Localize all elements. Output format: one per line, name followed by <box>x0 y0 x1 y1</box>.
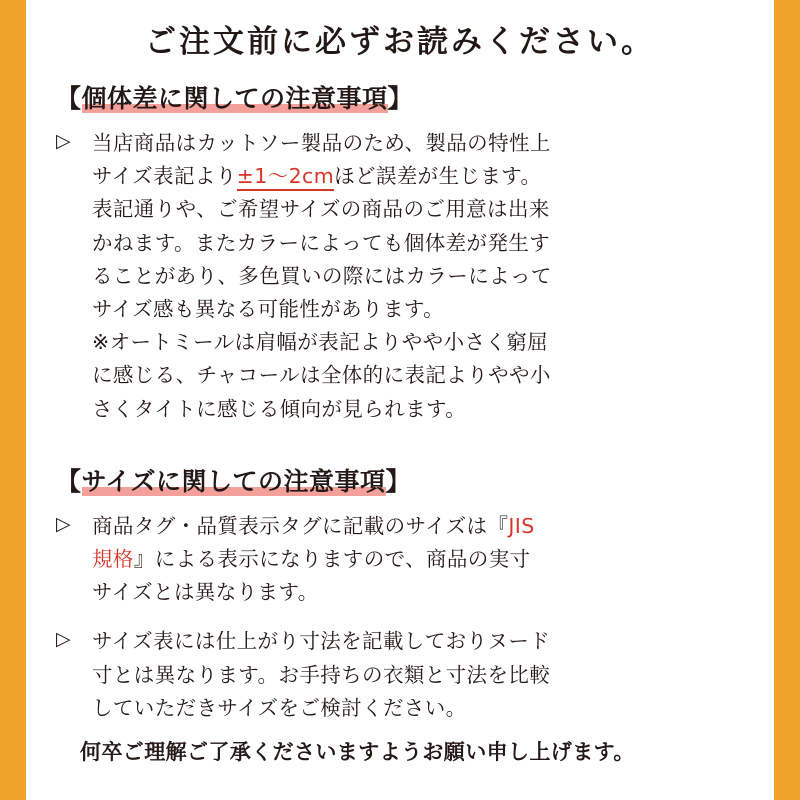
text-line: に感じる、チャコールは全体的に表記よりやや小 <box>92 363 551 388</box>
bullet-spacer <box>56 615 744 625</box>
section-heading-individual-differences <box>56 71 413 127</box>
text-line: 当店商品はカットソー製品のため、製品の特性上 <box>92 131 551 155</box>
page-title: ご注文前に必ずお読みください。 <box>145 24 655 60</box>
heading-label: 個体差に関しての注意事項 <box>82 79 388 115</box>
jis-label: JIS <box>508 513 535 538</box>
right-accent-bar <box>774 0 800 800</box>
list-item-text <box>92 127 744 426</box>
text-line: ることがあり、多色買いの際にはカラーによって <box>92 263 552 288</box>
list-item <box>56 127 744 426</box>
text-line: サイズ感も異なる可能性があります。 <box>92 297 445 322</box>
text-line: サイズ表記より±1〜2cmほど誤差が生じます。 <box>92 160 744 193</box>
list-item <box>56 510 744 610</box>
text-line: サイズとは異なります。 <box>92 580 319 605</box>
text-line: ※オートミールは肩幅が表記よりやや小さく窮屈 <box>92 330 549 355</box>
text-line: 寸とは異なります。お手持ちの衣類と寸法を比較 <box>92 662 551 687</box>
heading-bracket-open: 【 <box>56 466 82 496</box>
closing-statement: 何卒ご理解ご了承くださいますようお願い申し上げます。 <box>80 740 635 765</box>
text-line: かねます。またカラーによっても個体差が発生す <box>92 230 551 255</box>
section-spacer <box>26 432 774 454</box>
section-individual-differences <box>26 71 774 426</box>
section-size-notes <box>26 454 774 725</box>
list-item-text <box>92 625 744 725</box>
left-accent-bar <box>0 0 26 800</box>
text-line: していただきサイズをご検討ください。 <box>92 695 467 720</box>
heading-bracket-close: 】 <box>385 466 412 496</box>
heading-bracket-open: 【 <box>56 84 82 113</box>
text-line: さくタイトに感じる傾向が見られます。 <box>92 396 467 421</box>
text-line: サイズ表には仕上がり寸法を記載しておりヌード <box>92 629 551 654</box>
triangle-bullet-icon: ▷ <box>56 512 71 535</box>
text-line: 表記通りや、ご希望サイズの商品のご用意は出来 <box>92 197 550 222</box>
triangle-bullet-icon: ▷ <box>56 130 71 152</box>
heading-label: サイズに関しての注意事項 <box>82 462 386 498</box>
text-line: 商品タグ・品質表示タグに記載のサイズは『JIS <box>92 513 535 538</box>
tolerance-value: ±1〜2cm <box>237 164 334 191</box>
list-item <box>56 625 744 725</box>
text-line: 規格』による表示になりますので、商品の実寸 <box>92 547 531 572</box>
list-item-text <box>92 510 744 610</box>
heading-bracket-close: 】 <box>387 84 414 113</box>
notice-content <box>26 0 774 800</box>
triangle-bullet-icon: ▷ <box>56 628 71 651</box>
section-heading-size-notes <box>56 454 411 510</box>
jis-label-cont: 規格 <box>92 547 134 572</box>
